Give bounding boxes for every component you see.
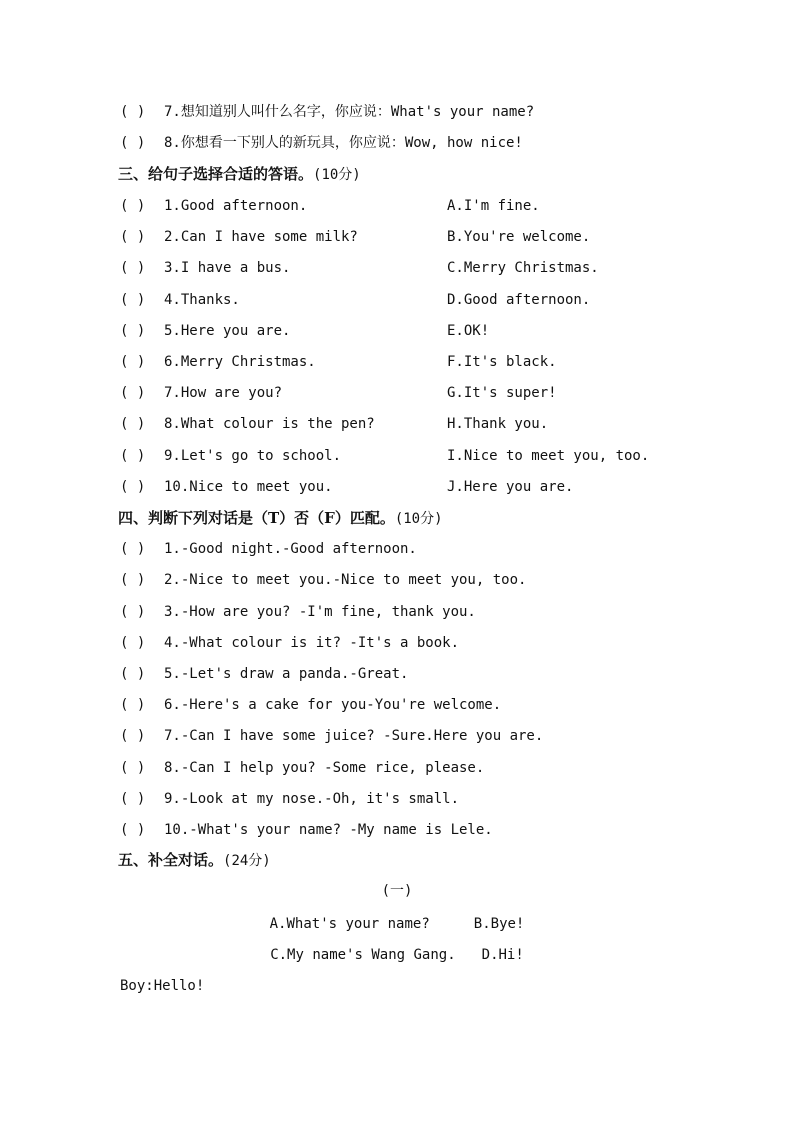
section-points: (10分) [394,511,443,527]
question-text: 3.I have a bus. [164,260,291,276]
answer-blank[interactable]: ( ) [120,198,146,214]
question-text: 7.How are you? [164,385,283,401]
section2-item-7 [120,100,534,124]
answer-blank[interactable]: ( ) [120,448,146,464]
answer-blank[interactable]: ( ) [120,635,146,651]
question-text: 1.Good afternoon. [164,198,308,214]
section3-row-6 [120,350,680,374]
section5-options-row-2 [0,943,794,967]
answer-blank[interactable]: ( ) [120,697,146,713]
answer-blank[interactable]: ( ) [120,791,146,807]
item-text: 8.你想看一下别人的新玩具，你应说：Wow, how nice! [164,135,523,151]
section4-item-3 [120,600,476,624]
item-text: 7.想知道别人叫什么名字，你应说：What's your name? [164,104,535,120]
section-points: (10分) [313,167,361,183]
answer-blank[interactable]: ( ) [120,104,146,120]
section4-item-8 [120,756,484,780]
answer-blank[interactable]: ( ) [120,822,146,838]
answer-option: D.Good afternoon. [447,292,591,308]
section4-item-5 [120,662,408,686]
answer-blank[interactable]: ( ) [120,292,146,308]
answer-option: G.It's super! [447,385,557,401]
section5-subtitle: (一) [381,883,413,899]
section4-heading [118,506,443,530]
section2-item-8 [120,131,523,155]
section5-options-row-1 [0,912,794,936]
answer-blank[interactable]: ( ) [120,135,146,151]
answer-blank[interactable]: ( ) [120,728,146,744]
item-text: 10.-What's your name? -My name is Lele. [164,822,493,838]
answer-blank[interactable]: ( ) [120,260,146,276]
section4-item-4 [120,631,459,655]
answer-blank[interactable]: ( ) [120,354,146,370]
section4-item-2 [120,568,526,592]
answer-blank[interactable]: ( ) [120,323,146,339]
answer-blank[interactable]: ( ) [120,416,146,432]
section5-heading [118,848,271,872]
section3-row-8 [120,412,680,436]
question-text: 9.Let's go to school. [164,448,342,464]
answer-blank[interactable]: ( ) [120,385,146,401]
section3-row-5 [120,319,680,343]
dialogue-line-1: Boy:Hello! [120,978,205,994]
section3-row-4 [120,288,680,312]
section-title: 四、判断下列对话是（T）否（F）匹配。 [118,509,395,527]
answer-blank[interactable]: ( ) [120,572,146,588]
answer-option: F.It's black. [447,354,557,370]
question-text: 2.Can I have some milk? [164,229,358,245]
section3-heading [118,162,361,186]
item-text: 4.-What colour is it? -It's a book. [164,635,460,651]
answer-option: J.Here you are. [447,479,574,495]
answer-blank[interactable]: ( ) [120,479,146,495]
question-text: 10.Nice to meet you. [164,479,333,495]
section3-row-1 [120,194,680,218]
item-text: 1.-Good night.-Good afternoon. [164,541,417,557]
section3-row-10 [120,475,680,499]
answer-option: E.OK! [447,323,490,339]
question-text: 4.Thanks. [164,292,240,308]
answer-option: I.Nice to meet you, too. [447,448,650,464]
item-text: 5.-Let's draw a panda.-Great. [164,666,409,682]
section4-item-9 [120,787,459,811]
section4-item-6 [120,693,501,717]
option-b: B.Bye! [473,916,525,932]
section3-row-3 [120,256,680,280]
item-text: 7.-Can I have some juice? -Sure.Here you are. [164,728,544,744]
item-text: 2.-Nice to meet you.-Nice to meet you, too. [164,572,527,588]
section-points: (24分) [223,853,271,869]
item-text: 6.-Here's a cake for you-You're welcome. [164,697,502,713]
section-title: 五、补全对话。 [118,851,224,869]
section3-row-9 [120,444,680,468]
section4-item-7 [120,724,543,748]
section4-item-1 [120,537,417,561]
answer-blank[interactable]: ( ) [120,229,146,245]
answer-option: B.You're welcome. [447,229,591,245]
item-text: 3.-How are you? -I'm fine, thank you. [164,604,476,620]
question-text: 8.What colour is the pen? [164,416,375,432]
answer-blank[interactable]: ( ) [120,760,146,776]
answer-option: C.Merry Christmas. [447,260,599,276]
question-text: 5.Here you are. [164,323,291,339]
section3-row-7 [120,381,680,405]
question-text: 6.Merry Christmas. [164,354,316,370]
item-text: 9.-Look at my nose.-Oh, it's small. [164,791,460,807]
option-d: D.Hi! [481,947,524,963]
answer-option: H.Thank you. [447,416,549,432]
item-text: 8.-Can I help you? -Some rice, please. [164,760,485,776]
section3-row-2 [120,225,680,249]
answer-option: A.I'm fine. [447,198,540,214]
option-c: C.My name's Wang Gang. [270,947,456,963]
section4-item-10 [120,818,493,842]
option-a: A.What's your name? [269,916,430,932]
answer-blank[interactable]: ( ) [120,541,146,557]
answer-blank[interactable]: ( ) [120,604,146,620]
answer-blank[interactable]: ( ) [120,666,146,682]
section-title: 三、给句子选择合适的答语。 [118,165,314,183]
